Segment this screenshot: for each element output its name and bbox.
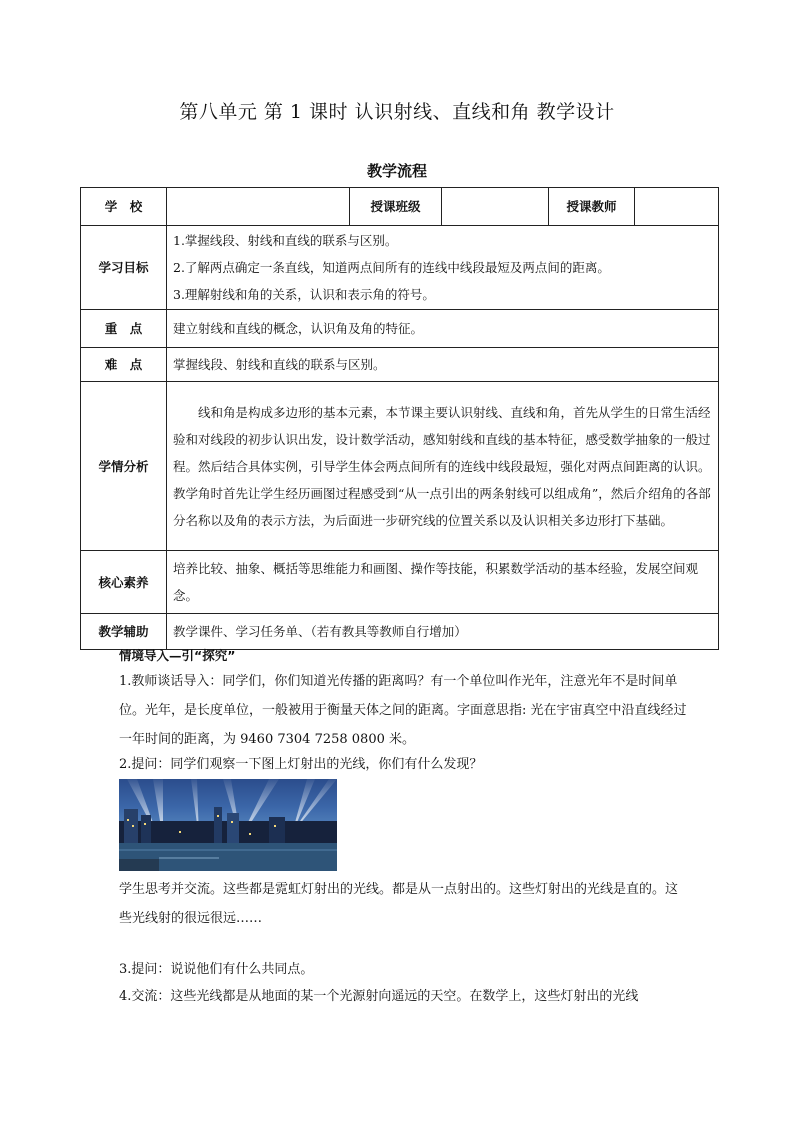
paragraph-question-2: 3.提问：说说他们有什么共同点。 — [119, 962, 314, 977]
teacher-value — [635, 188, 719, 226]
key-text: 建立射线和直线的概念，认识角及角的特征。 — [167, 310, 719, 348]
paragraph-student-thinking: 学生思考并交流。这些都是霓虹灯射出的光线。都是从一点射出的。这些灯射出的光线是直的。这些光线射的很远很远…… — [119, 882, 679, 926]
table-row — [81, 310, 719, 348]
paragraph-exchange: 4.交流：这些光线都是从地面的某一个光源射向遥远的天空。在数学上，这些灯射出的光线 — [119, 989, 639, 1004]
goals-label: 学习目标 — [81, 226, 167, 310]
goals-cell — [167, 226, 719, 310]
section-subtitle: 教学流程 — [366, 162, 427, 180]
class-label: 授课班级 — [350, 188, 442, 226]
aids-text: 教学课件、学习任务单、（若有教具等教师自行增加） — [167, 614, 719, 650]
document-title: 第八单元 第 1 课时 认识射线、直线和角 教学设计 — [179, 101, 615, 123]
literacy-text: 培养比较、抽象、概括等思维能力和画图、操作等技能，积累数学活动的基本经验，发展空间观念。 — [167, 551, 719, 614]
analysis-label: 学情分析 — [81, 382, 167, 551]
goal-item: 2.了解两点确定一条直线，知道两点间所有的连线中线段最短及两点间的距离。 — [173, 260, 610, 275]
school-label: 学 校 — [81, 188, 167, 226]
city-night-searchlights-image — [119, 779, 337, 871]
paragraph-question: 2.提问：同学们观察一下图上灯射出的光线，你们有什么发现？ — [119, 757, 483, 772]
school-value — [167, 188, 350, 226]
key-label: 重 点 — [81, 310, 167, 348]
section-heading-text: 情境导入—引“探究” — [119, 648, 236, 663]
difficult-label: 难 点 — [81, 348, 167, 382]
table-row — [81, 382, 719, 551]
table-row — [81, 188, 719, 226]
table-row — [81, 226, 719, 310]
table-row — [81, 551, 719, 614]
analysis-text: 线和角是构成多边形的基本元素，本节课主要认识射线、直线和角，首先从学生的日常生活经验和对线段的初步认识出发，设计数学活动，感知射线和直线的基本特征，感受数学抽象的一般过程。然后结合具体实例，引导学生体会两点间所有的连线中线段最短，强化对两点间距离的认识。教学角时首先让学生经历画图过程感受到“从一点引出的两条射线可以组成角”，然后介绍角的各部分名称以及角的表示方法，为后面进一步研究线的位置关系以及认识相关多边形打下基础。 — [167, 382, 719, 551]
literacy-label: 核心素养 — [81, 551, 167, 614]
class-value — [442, 188, 549, 226]
paragraph-intro: 1.教师谈话导入：同学们，你们知道光传播的距离吗？有一个单位叫作光年，注意光年不是时间单位。光年，是长度单位，一般被用于衡量天体之间的距离。字面意思指: 光在宇宙真空中沿直线经过一年时间的距离，为 9460 7304 7258 0800 米。 — [119, 674, 687, 747]
teacher-label: 授课教师 — [549, 188, 635, 226]
lesson-plan-table — [80, 187, 719, 650]
goal-item: 1.掌握线段、射线和直线的联系与区别。 — [173, 233, 398, 248]
table-row — [81, 348, 719, 382]
difficult-text: 掌握线段、射线和直线的联系与区别。 — [167, 348, 719, 382]
goal-item: 3.理解射线和角的关系，认识和表示角的符号。 — [173, 287, 435, 302]
photo-drawing — [119, 779, 337, 871]
aids-label: 教学辅助 — [81, 614, 167, 650]
